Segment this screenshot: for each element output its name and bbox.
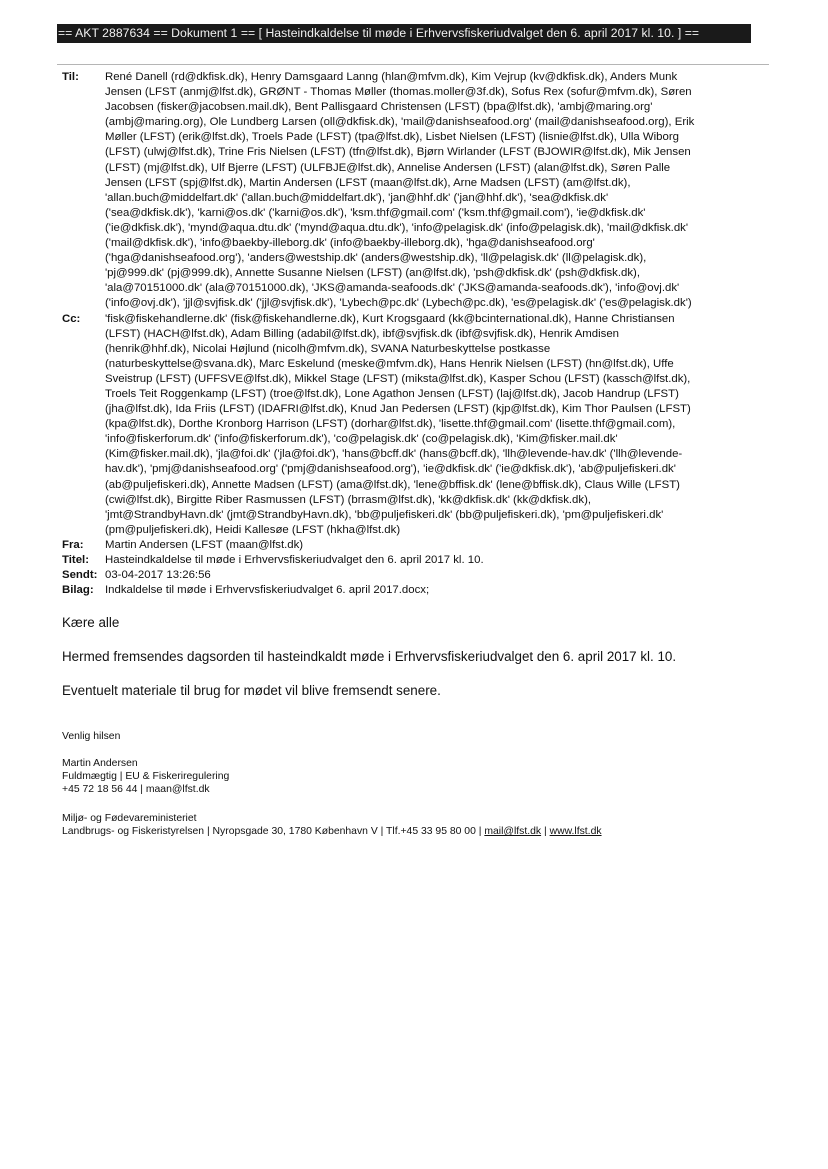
til-line: (ambj@maring.org), Ole Lundberg Larsen (oll@dkfisk.dk), 'mail@danishseafood.org' (mail@danishseafood.org), Erik: [105, 116, 695, 129]
cc-line: Troels Teit Roggenkamp (LFST) (troe@lfst.dk), Lone Agathon Jensen (LFST) (laj@lfst.dk), Jacob Handrup (LFST): [105, 387, 679, 400]
cc-line: (cwi@lfst.dk), Birgitte Riber Rasmussen (LFST) (brrasm@lfst.dk), 'kk@dkfisk.dk' (kk@dkfisk.dk),: [105, 493, 592, 506]
cc-line: (pm@puljefiskeri.dk), Heidi Kallesøe (LFST (hkha@lfst.dk): [105, 523, 401, 536]
sent-label: Sendt:: [62, 569, 98, 582]
til-line: ('info@ovj.dk'), 'jjl@svjfisk.dk' ('jjl@svjfisk.dk'), 'Lybech@pc.dk' (Lybech@pc.dk), 'es@pelagisk.dk' ('es@pelagisk.dk'): [105, 297, 692, 310]
header-divider: [57, 64, 769, 65]
til-line: ('ie@dkfisk.dk'), 'mynd@aqua.dtu.dk' ('mynd@aqua.dtu.dk'), 'info@pelagisk.dk' (info@pelagisk.dk), 'mail@dkfisk.dk': [105, 221, 689, 234]
subject-label: Titel:: [62, 554, 90, 566]
mail-link[interactable]: mail@lfst.dk: [484, 826, 542, 837]
cc-recipients: [105, 312, 770, 538]
signature-contact: +45 72 18 56 44 | maan@lfst.dk: [62, 784, 210, 795]
greeting: Kære alle: [62, 615, 120, 630]
cc-line: (Kim@fisker.mail.dk), 'jla@foi.dk' ('jla@foi.dk'), 'hans@bcff.dk' (hans@bcff.dk), 'llh@levende-hav.dk' ('llh@levende-: [105, 448, 683, 461]
cc-line: (kpa@lfst.dk), Dorthe Kronborg Harrison (LFST) (dorhar@lfst.dk), 'lisette.thf@gmail.com' (lisette.thf@gmail.com),: [105, 418, 676, 431]
til-line: Jensen (LFST (spj@lfst.dk), Martin Andersen (LFST (maan@lfst.dk), Arne Madsen (LFST) (am@lfst.dk),: [105, 176, 631, 189]
sent-value: 03-04-2017 13:26:56: [105, 569, 211, 582]
subject-value: Hasteindkaldelse til møde i Erhvervsfiskeriudvalget den 6. april 2017 kl. 10.: [105, 554, 484, 566]
subject-row: [62, 553, 770, 568]
cc-label: Cc:: [62, 312, 81, 325]
til-line: ('mail@dkfisk.dk'), 'info@baekby-illeborg.dk' (info@baekby-illeborg.dk), 'hga@danishseafood.org': [105, 237, 595, 250]
cc-line: hav.dk'), 'pmj@danishseafood.org' ('pmj@danishseafood.org'), 'ie@dkfisk.dk' ('ie@dkfisk.dk'), 'ab@puljefiskeri.dk': [105, 463, 676, 476]
body-paragraph-1: Hermed fremsendes dagsorden til hasteindkaldt møde i Erhvervsfiskeriudvalget den 6. april 2017 kl. 10.: [62, 649, 677, 664]
attachment-label: Bilag:: [62, 584, 94, 597]
til-line: 'allan.buch@middelfart.dk' ('allan.buch@middelfart.dk'), 'jan@hhf.dk' ('jan@hhf.dk'), 'sea@dkfisk.dk': [105, 191, 609, 204]
signature-role: Fuldmægtig | EU & Fiskeriregulering: [62, 771, 230, 782]
attachment-row: [62, 583, 770, 598]
til-line: René Danell (rd@dkfisk.dk), Henry Damsgaard Lanng (hlan@mfvm.dk), Kim Vejrup (kv@dkfisk.dk), Anders Munk: [105, 71, 678, 83]
to-recipients: [105, 70, 770, 312]
cc-line: Sveistrup (LFST) (UFFSVE@lfst.dk), Mikkel Stage (LFST) (miksta@lfst.dk), Kasper Schou (LFST) (kassch@lfst.dk),: [105, 372, 691, 385]
til-line: Møller (LFST) (erik@lfst.dk), Troels Pade (LFST) (tpa@lfst.dk), Lisbet Nielsen (LFST) (lisnie@lfst.dk), Ulla Wiborg: [105, 131, 679, 144]
cc-line: 'fisk@fiskehandlerne.dk' (fisk@fiskehandlerne.dk), Kurt Krogsgaard (kk@bcinternational.dk), Hanne Christiansen: [105, 312, 675, 325]
from-value: Martin Andersen (LFST (maan@lfst.dk): [105, 538, 304, 551]
from-row: [62, 538, 770, 553]
cc-line: (LFST) (HACH@lfst.dk), Adam Billing (adabil@lfst.dk), ibf@svjfisk.dk (ibf@svjfisk.dk), Henrik Amdisen: [105, 327, 620, 340]
signature-address: Landbrugs- og Fiskeristyrelsen | Nyropsgade 30, 1780 København V | Tlf.+45 33 95 80 00 |: [62, 826, 485, 837]
til-line: ('sea@dkfisk.dk'), 'karni@os.dk' ('karni@os.dk'), 'ksm.thf@gmail.com' ('ksm.thf@gmail.com'), 'ie@dkfisk.dk': [105, 206, 646, 219]
til-line: Jensen (LFST (anmj@lfst.dk), GRØNT - Thomas Møller (thomas.moller@3f.dk), Sofus Rex (sofur@mfvm.dk), Søren: [105, 86, 692, 99]
cc-line: (jha@lfst.dk), Ida Friis (LFST) (IDAFRI@lfst.dk), Knud Jan Pedersen (LFST) (kjp@lfst.dk), Kim Thor Paulsen (LFST): [105, 403, 691, 416]
signature-org: Miljø- og Fødevareministeriet: [62, 813, 197, 824]
sent-row: [62, 568, 770, 583]
signature-name: Martin Andersen: [62, 758, 138, 769]
cc-line: (naturbeskyttelse@svana.dk), Marc Eskelund (meske@mfvm.dk), Hans Henrik Nielsen (LFST) (hn@lfst.dk), Uffe: [105, 357, 674, 370]
til-line: 'ala@70151000.dk' (ala@70151000.dk), 'JKS@amanda-seafoods.dk' ('JKS@amanda-seafoods.dk'), 'info@ovj.dk': [105, 282, 680, 295]
link-separator: |: [541, 826, 550, 837]
cc-line: (henrik@hhf.dk), Nicolai Højlund (nicolh@mfvm.dk), SVANA Naturbeskyttelse postkasse: [105, 342, 551, 355]
web-link[interactable]: www.lfst.dk: [549, 826, 602, 837]
signature-address-line: [62, 825, 602, 838]
cc-line: 'info@fiskerforum.dk' ('info@fiskerforum.dk'), 'co@pelagisk.dk' (co@pelagisk.dk), 'Kim@fisker.mail.dk': [105, 433, 618, 446]
til-line: Jacobsen (fisker@jacobsen.mail.dk), Bent Pallisgaard Christensen (LFST) (bpa@lfst.dk), 'ambj@maring.org': [105, 101, 653, 114]
cc-line: (ab@puljefiskeri.dk), Annette Madsen (LFST) (ama@lfst.dk), 'lene@bffisk.dk' (lene@bffisk.dk), Claus Wille (LFST): [105, 478, 680, 491]
document-banner: == AKT 2887634 == Dokument 1 == [ Hasteindkaldelse til møde i Erhvervsfiskeriudvalget den 6. april 2017 kl. 10. ] ==: [57, 24, 751, 43]
cc-line: 'jmt@StrandbyHavn.dk' (jmt@StrandbyHavn.dk), 'bb@puljefiskeri.dk' (bb@puljefiskeri.dk), 'pm@puljefiskeri.dk': [105, 508, 664, 521]
email-header: [62, 70, 770, 598]
closing: Venlig hilsen: [62, 731, 121, 742]
to-row: [62, 70, 770, 312]
from-label: Fra:: [62, 538, 84, 551]
til-line: ('hga@danishseafood.org'), 'anders@westship.dk' (anders@westship.dk), 'll@pelagisk.dk' (ll@pelagisk.dk),: [105, 252, 647, 265]
body-paragraph-2: Eventuelt materiale til brug for mødet vil blive fremsendt senere.: [62, 683, 441, 698]
til-line: (LFST) (ulwj@lfst.dk), Trine Fris Nielsen (LFST) (tfn@lfst.dk), Bjørn Wirlander (LFST (BJOWIR@lfst.dk), Mik Jensen: [105, 146, 691, 159]
cc-row: [62, 312, 770, 538]
til-line: (LFST) (mj@lfst.dk), Ulf Bjerre (LFST) (ULFBJE@lfst.dk), Annelise Andersen (LFST) (alan@lfst.dk), Søren Palle: [105, 161, 671, 174]
to-label: Til:: [62, 71, 79, 83]
til-line: 'pj@999.dk' (pj@999.dk), Annette Susanne Nielsen (LFST) (an@lfst.dk), 'psh@dkfisk.dk' (psh@dkfisk.dk),: [105, 267, 641, 280]
attachment-value: Indkaldelse til møde i Erhvervsfiskeriudvalget 6. april 2017.docx;: [105, 584, 430, 597]
